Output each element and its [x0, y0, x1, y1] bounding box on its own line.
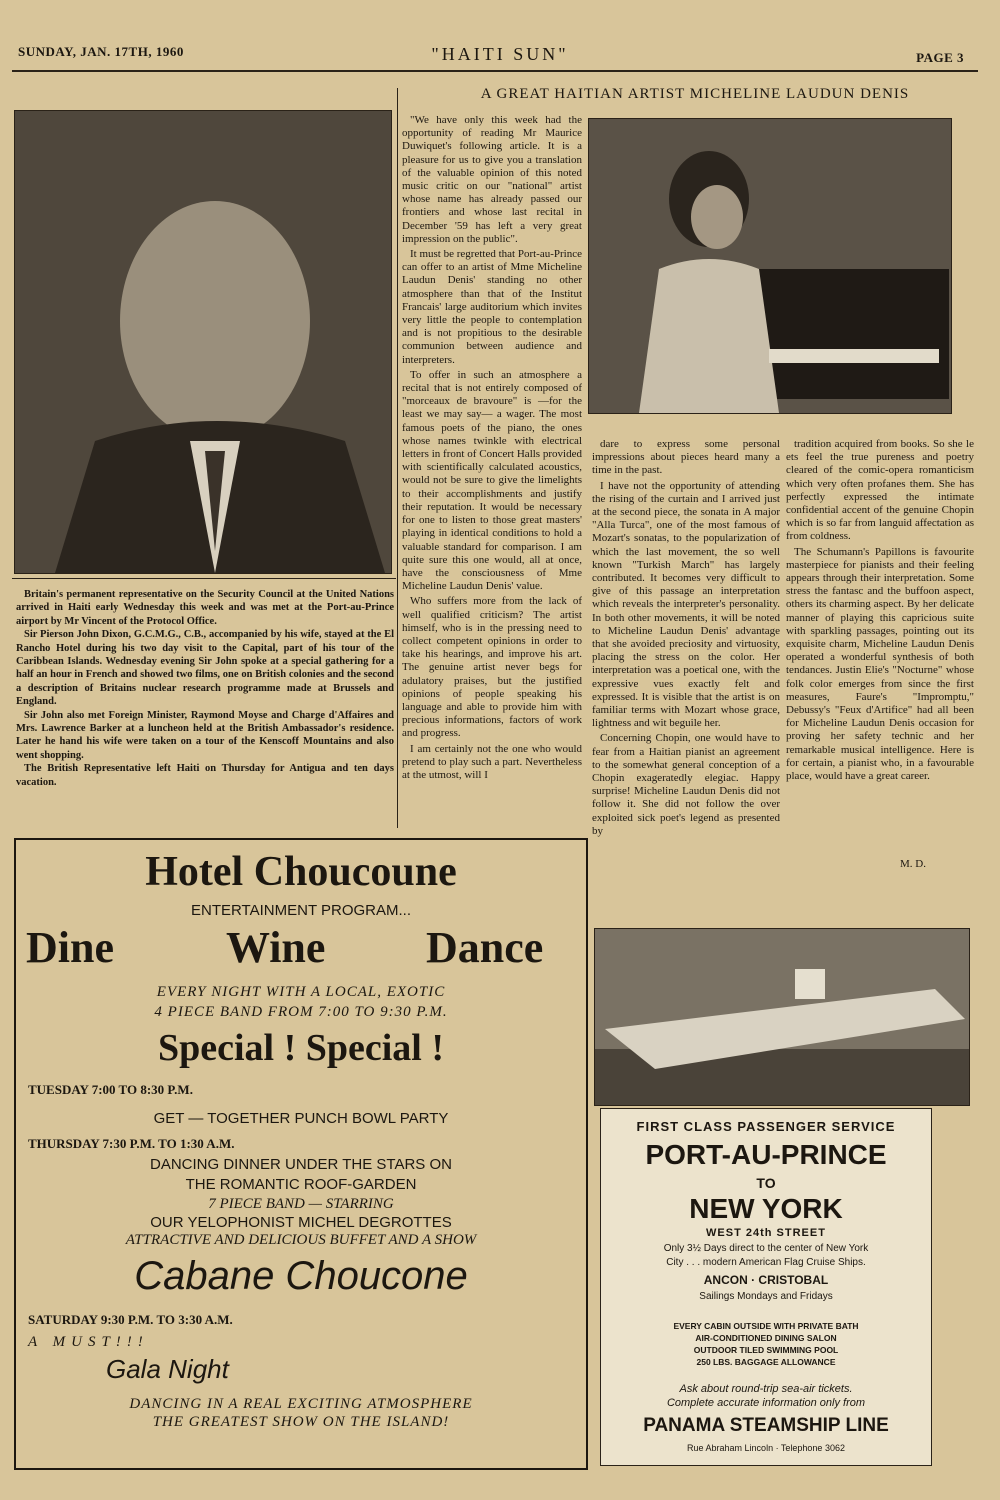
hotel-choucoune-ad	[14, 838, 588, 1470]
header-rule	[12, 70, 978, 72]
article-col2-p1: dare to express some personal impressions about pieces heard many a time in the past.	[592, 438, 780, 477]
a-must: A MUST!!!	[28, 1334, 149, 1350]
west-24th-street: WEST 24th STREET	[706, 1227, 826, 1239]
ask-line-1: Ask about round-trip sea-air tickets.	[679, 1383, 853, 1395]
ship-ad-card	[600, 1108, 932, 1466]
issue-date: SUNDAY, JAN. 17TH, 1960	[18, 44, 184, 59]
thursday-line-1: DANCING DINNER UNDER THE STARS ON	[150, 1156, 452, 1173]
photo-rule	[12, 578, 396, 579]
story-paragraph-1: Britain's permanent representative on the Security Council at the United Nations arrived in Haiti early Wednesday this week and was met at the Port-au-Prince airport by Mr Vincent of the Protocol Office.	[16, 589, 394, 627]
column-divider	[397, 88, 398, 828]
pianist-photo	[588, 118, 952, 414]
story-paragraph-3: Sir John also met Foreign Minister, Raymond Moyse and Charge d'Affaires and Mrs. Lawrence Barker at a luncheon held at the British Ambassador's residence. Later he hand his wife were taken on a tour of the Kenscoff Mountains and also went shopping.	[16, 709, 394, 761]
gala-line-2: THE GREATEST SHOW ON THE ISLAND!	[152, 1414, 450, 1430]
article-column-3	[786, 438, 974, 848]
article-signature: M. D.	[900, 858, 926, 870]
ad-word-dance: Dance	[426, 923, 544, 972]
article-col2-p2: I have not the opportunity of attending the rising of the curtain and I arrived just at the second piece, the sonata in A major "Alla Turca", one of the most famous of Mozart's sonatas, to the popularization of which the last movement, the so well known "Turkish March" has largely contributed. It becomes very difficult to give of this passage an interpretation which reveals the interpreter's personality. In both other movements, it will be noted to Micheline Laudun Denis' advantage that she avoided preciosity and virtuosity, placing the stress on the color. Her interpretation was a poetical one, with the expressive vues exactly felt and expressed. It is visible that the artist is on familiar terms with Mozart whose grace, lightness and wit beguile her.	[592, 479, 780, 730]
every-night-line-1: EVERY NIGHT WITH A LOCAL, EXOTIC	[156, 984, 446, 1000]
passenger-service: FIRST CLASS PASSENGER SERVICE	[636, 1119, 896, 1134]
gala-night: Gala Night	[106, 1354, 229, 1384]
feature-3: OUTDOOR TILED SWIMMING POOL	[693, 1345, 839, 1355]
thursday-line-2: THE ROMANTIC ROOF-GARDEN	[185, 1176, 417, 1193]
ad-word-wine: Wine	[226, 923, 326, 972]
story-paragraph-2: Sir Pierson John Dixon, G.C.M.G., C.B., accompanied by his wife, stayed at the El Rancho Hotel during his two day visit to the Capital, part of his tour of the Caribbean Islands. Wednesday evening Sir John spoke at a special gathering for a half an hour in French and showed two films, one on British colonies and the second a description of Britains nuclear research programme made at Brussels and England.	[16, 629, 394, 708]
thursday-line-5: ATTRACTIVE AND DELICIOUS BUFFET AND A SHOW	[125, 1232, 477, 1248]
tuesday-schedule: TUESDAY 7:00 TO 8:30 P.M.	[28, 1082, 193, 1097]
article-col1-p4: Who suffers more from the lack of well qualified criticism? The artist himself, who is in the pressing need to collect competent opinions in order to take his hearings, and improve his art. The genuine artist never begs for adulatory praises, but the justified opinions of people speaking his language and able to provide him with precious informations, factors of work and progress.	[402, 595, 582, 740]
panama-steamship-line: PANAMA STEAMSHIP LINE	[643, 1415, 889, 1436]
every-night-line-2: 4 PIECE BAND FROM 7:00 TO 9:30 P.M.	[154, 1004, 448, 1020]
punch-bowl-party: GET — TOGETHER PUNCH BOWL PARTY	[153, 1110, 449, 1127]
new-york: NEW YORK	[689, 1193, 843, 1224]
story-paragraph-4: The British Representative left Haiti on Thursday for Antigua and ten days vacation.	[16, 763, 394, 788]
portrait-photo-man	[14, 110, 392, 574]
special-banner: Special ! Special !	[157, 1027, 445, 1069]
newspaper-name: "HAITI SUN"	[431, 44, 569, 64]
article-col3-p2: The Schumann's Papillons is favourite masterpiece for pianists and their feeling appears through their interpretation. Some stress the fantasc and the buffoon aspect, others its charming aspect. By her delicate manner of playing this capricious suite with sparkling passages, pointing out its exquisite charm, Micheline Laudun Denis operated a wonderful synthesis of both tendances. Justin Elie's "Nocturne" whose folk color emerges from since the first measures, Faure's "Impromptu," Debussy's "Feux d'Artifice" had all been for Micheline Laudun Denis occasion for proving her safety technic and her remarkable musical intelligence. Here is for certain, a pianist who, in a favourable place, would have a great career.	[786, 545, 974, 783]
article-col2-p3: Concerning Chopin, one would have to fear from a Haitian pianist an agreement to the somewhat general conception of a Chopin exageratedly elegiac. Happy surprise! Micheline Laudun Denis did not follow it. She did not follow the over exploited sick poet's legend as presented by	[592, 732, 780, 837]
article-col1-p1: "We have only this week had the opportunity of reading Mr Maurice Duwiquet's following article. It is a pleasure for us to give you a translation of the valuable opinion of this noted music critic on our "national" artist whose name has already passed our frontiers and whose last recital in December '59 has left a very great impression on the public".	[402, 114, 582, 245]
article-col1-p2: It must be regretted that Port-au-Prince can offer to an artist of Mme Micheline Laudun Denis' standing no other atmosphere than that of the Institut Francais' large auditorium which invites very little the people to contemplation and is not propitious to the desirable communion between audience and interpreters.	[402, 248, 582, 366]
article-col1-p3: To offer in such an atmosphere a recital that is not entirely composed of "morceaux de bravoure" is —for the least we may say— a wager. The most famous poets of the piano, the ones whose names twinkle with electrical letters in front of Concert Halls provided with scientifically calculated acoustics, would not be sure to give the limelights to their accomplishments and justify their reputation. It would be necessary for one to listen to those great masters' playing in identical conditions to hold a valuable standard for comparison. I am quite sure this one would, all at once, have the consciousness of Mme Micheline Laudun Denis' value.	[402, 368, 582, 593]
entertainment-program: ENTERTAINMENT PROGRAM...	[190, 902, 412, 919]
article-col3-p1: tradition acquired from books. So she le ets feel the true pureness and poetry cleared of the comic-opera romanticism which very often profanes them. She has perfectly expressed the intimate confidential accent of the genuine Chopin which is so far from languid affectation as from coldness.	[786, 438, 974, 543]
cabane-choucone: Cabane Choucone	[134, 1254, 468, 1298]
feature-4: 250 LBS. BAGGAGE ALLOWANCE	[696, 1357, 836, 1367]
gala-line-1: DANCING IN A REAL EXCITING ATMOSPHERE	[129, 1396, 473, 1412]
ship-address: Rue Abraham Lincoln · Telephone 3062	[687, 1443, 845, 1453]
ask-line-2: Complete accurate information only from	[666, 1397, 866, 1409]
feature-2: AIR-CONDITIONED DINING SALON	[695, 1333, 837, 1343]
to-label: TO	[756, 1175, 776, 1191]
article-column-1	[402, 114, 582, 834]
pianist-photo-icon	[589, 119, 951, 413]
thursday-line-4: OUR YELOPHONIST MICHEL DEGROTTES	[150, 1214, 452, 1231]
thursday-schedule: THURSDAY 7:30 P.M. TO 1:30 A.M.	[28, 1136, 235, 1151]
port-au-prince: PORT-AU-PRINCE	[645, 1139, 887, 1170]
steamship-photo-icon	[595, 929, 969, 1105]
ad-word-dine: Dine	[26, 923, 114, 972]
steamship-photo	[594, 928, 970, 1106]
ports: ANCON · CRISTOBAL	[703, 1273, 829, 1287]
saturday-schedule: SATURDAY 9:30 P.M. TO 3:30 A.M.	[28, 1312, 233, 1327]
article-col1-p5: I am certainly not the one who would pretend to play such a part. Nevertheless at the utmost, will I	[402, 742, 582, 781]
page-number: PAGE 3	[916, 50, 964, 65]
feature-1: EVERY CABIN OUTSIDE WITH PRIVATE BATH	[673, 1321, 859, 1331]
hotel-name: Hotel Choucoune	[145, 849, 457, 895]
article-headline: A GREAT HAITIAN ARTIST MICHELINE LAUDUN DENIS	[480, 86, 910, 102]
days-line-2: City . . . modern American Flag Cruise Ships.	[666, 1257, 866, 1268]
days-line-1: Only 3½ Days direct to the center of New York	[663, 1243, 869, 1254]
portrait-photo-man-icon	[15, 111, 391, 573]
sailings: Sailings Mondays and Fridays	[699, 1291, 833, 1302]
sir-dixon-story	[16, 588, 394, 828]
thursday-line-3: 7 PIECE BAND — STARRING	[208, 1196, 394, 1212]
article-column-2	[592, 438, 780, 868]
